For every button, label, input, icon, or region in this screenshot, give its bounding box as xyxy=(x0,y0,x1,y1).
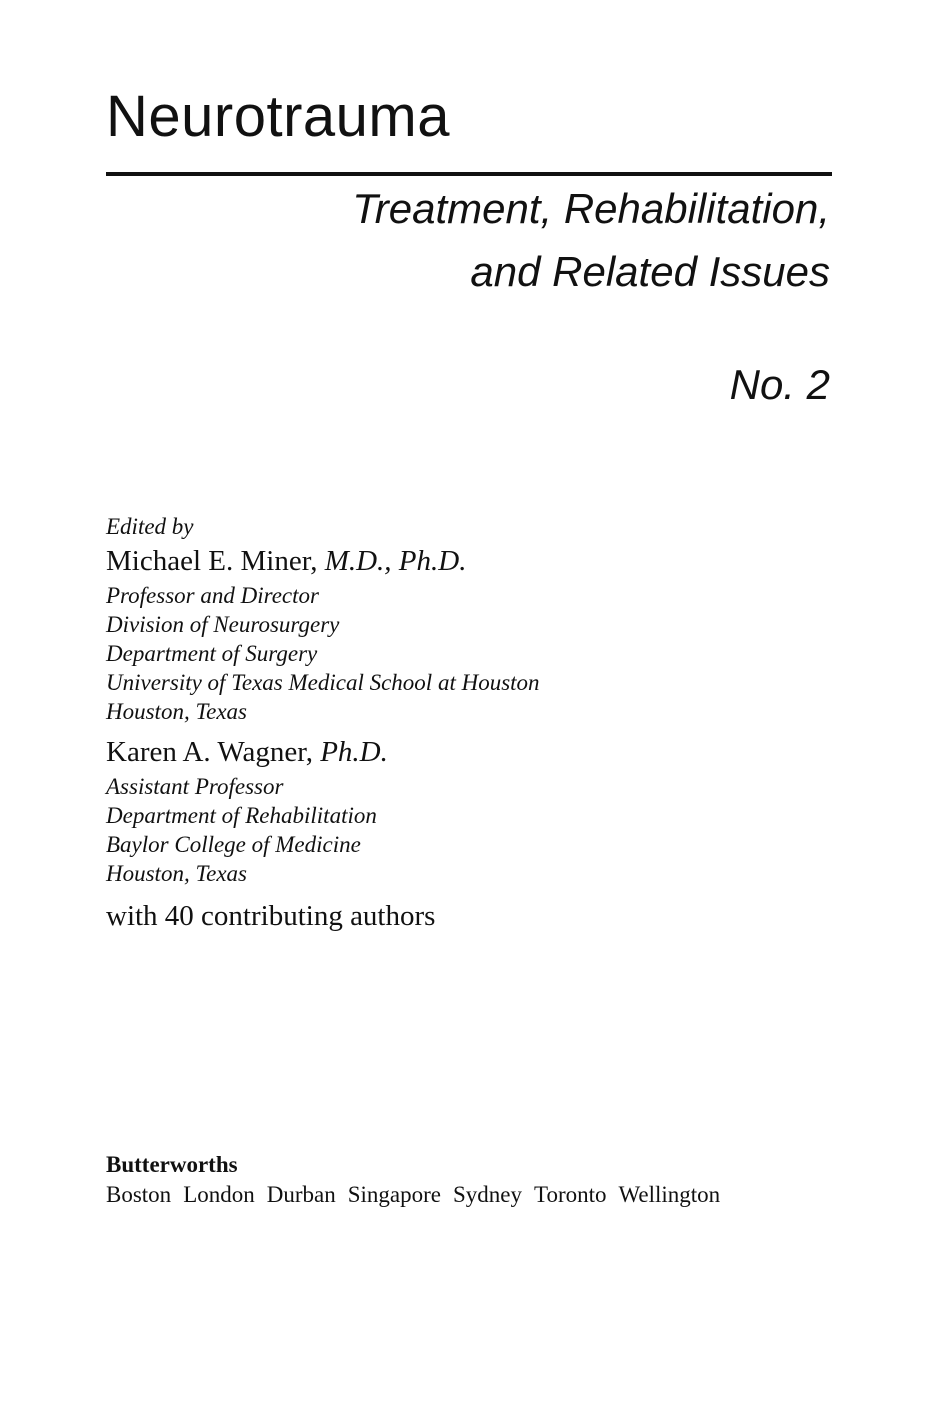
publisher-block xyxy=(106,1150,720,1210)
publisher-city: Toronto xyxy=(534,1182,607,1207)
editor-2-name-line xyxy=(106,734,806,770)
editor-2-name: Karen A. Wagner, xyxy=(106,736,313,768)
edited-by-label: Edited by xyxy=(106,514,194,539)
editor-1-affiliation-line: Division of Neurosurgery xyxy=(106,612,340,637)
publisher-city: Wellington xyxy=(618,1182,721,1207)
editor-1-affiliation xyxy=(106,581,806,726)
publisher-city: Sydney xyxy=(453,1182,522,1207)
publisher-city: Durban xyxy=(266,1182,336,1207)
volume-number: No. 2 xyxy=(729,361,830,408)
editor-1-affiliation-line: Professor and Director xyxy=(106,583,319,608)
editor-2-affiliation-line: Department of Rehabilitation xyxy=(106,803,377,828)
editor-1-name-line xyxy=(106,543,806,579)
editors-block xyxy=(106,512,806,934)
editor-1-degrees: M.D., Ph.D. xyxy=(324,545,467,577)
editor-2-affiliation xyxy=(106,772,806,888)
contributors-note: with 40 contributing authors xyxy=(106,900,436,932)
editor-2-degrees: Ph.D. xyxy=(320,736,388,768)
editor-1-name: Michael E. Miner, xyxy=(106,545,318,577)
subtitle-line-2: and Related Issues xyxy=(470,248,830,295)
publisher-city: Boston xyxy=(106,1182,172,1207)
publisher-cities xyxy=(106,1180,720,1210)
publisher-city: London xyxy=(183,1182,255,1207)
editor-1-affiliation-line: University of Texas Medical School at Houston xyxy=(106,670,540,695)
book-title: Neurotrauma xyxy=(106,84,450,149)
editor-1-affiliation-line: Houston, Texas xyxy=(106,699,247,724)
editor-2-affiliation-line: Assistant Professor xyxy=(106,774,284,799)
publisher-name: Butterworths xyxy=(106,1152,238,1177)
publisher-city: Singapore xyxy=(347,1182,441,1207)
editor-2-affiliation-line: Houston, Texas xyxy=(106,861,247,886)
title-rule xyxy=(106,172,832,176)
subtitle-line-1: Treatment, Rehabilitation, xyxy=(352,185,830,232)
editor-2-affiliation-line: Baylor College of Medicine xyxy=(106,832,361,857)
editor-1-affiliation-line: Department of Surgery xyxy=(106,641,318,666)
